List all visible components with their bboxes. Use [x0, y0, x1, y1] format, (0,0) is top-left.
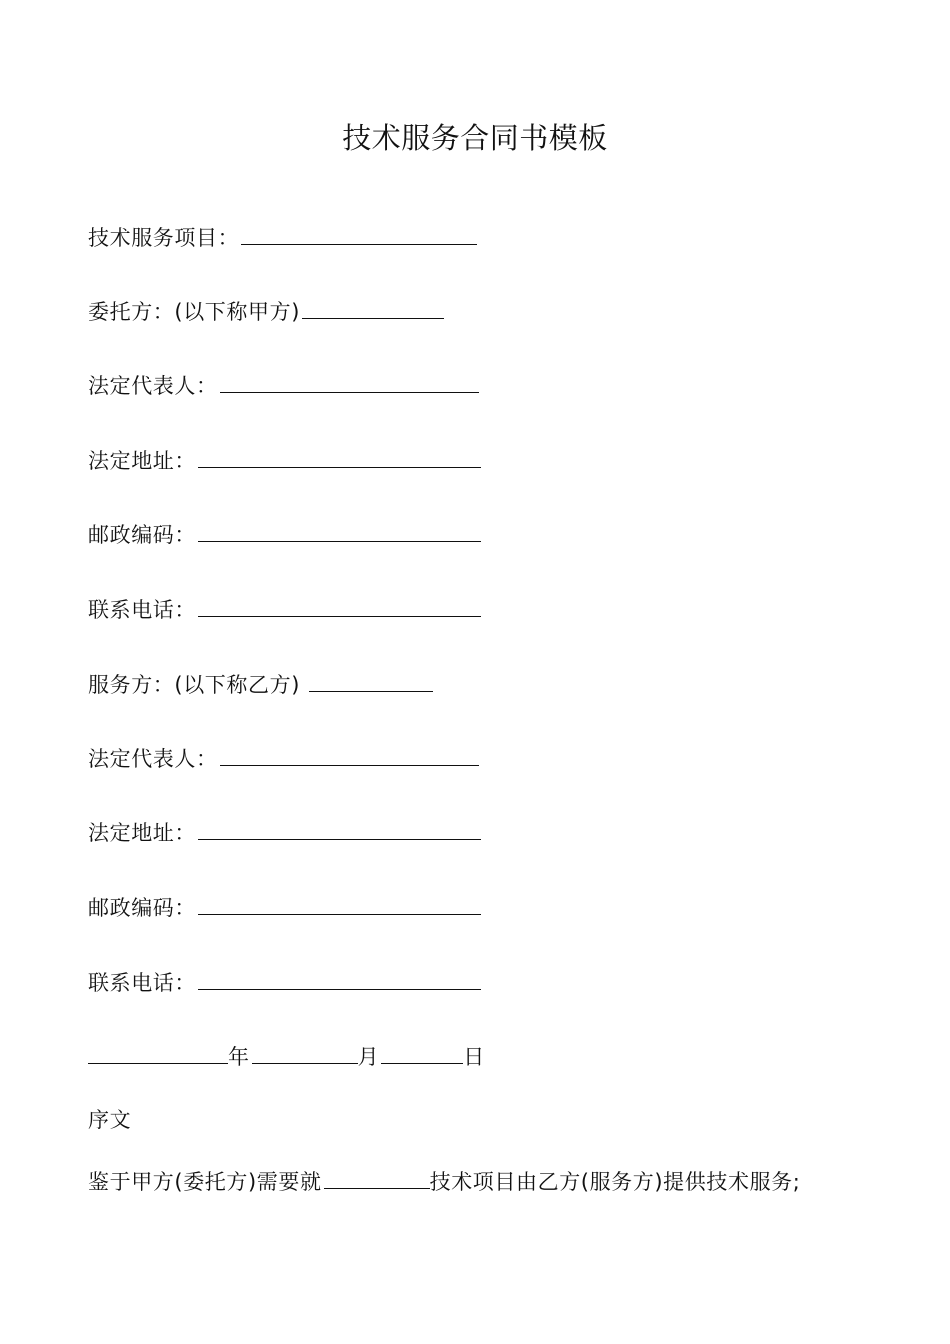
field-client-rep	[88, 370, 479, 401]
field-client-postcode-blank[interactable]	[198, 519, 481, 542]
field-provider-address-blank[interactable]	[198, 817, 481, 840]
field-client-phone-blank[interactable]	[198, 594, 481, 617]
year-blank[interactable]	[88, 1041, 228, 1064]
field-project-label: 技术服务项目：	[88, 226, 240, 250]
field-provider-address	[88, 817, 481, 848]
preface-paragraph	[88, 1166, 800, 1197]
field-provider-postcode	[88, 892, 481, 923]
field-provider-postcode-label: 邮政编码：	[88, 896, 196, 920]
day-label: 日	[463, 1045, 485, 1069]
field-provider-phone	[88, 967, 481, 998]
preface-heading: 序文	[88, 1108, 132, 1132]
field-provider-address-label: 法定地址：	[88, 821, 196, 845]
month-blank[interactable]	[252, 1041, 358, 1064]
field-client-phone-label: 联系电话：	[88, 598, 196, 622]
field-client-postcode	[88, 519, 481, 550]
field-provider-rep-blank[interactable]	[220, 743, 479, 766]
preface-text-end: 技术项目由乙方(服务方)提供技术服务;	[429, 1170, 801, 1194]
field-client-rep-label: 法定代表人：	[88, 374, 218, 398]
field-client	[88, 296, 444, 327]
date-line	[88, 1041, 485, 1072]
field-client-address-blank[interactable]	[198, 445, 481, 468]
day-blank[interactable]	[381, 1041, 463, 1064]
field-client-address	[88, 445, 481, 476]
field-client-blank[interactable]	[302, 296, 444, 319]
field-client-phone	[88, 594, 481, 625]
field-provider-phone-label: 联系电话：	[88, 971, 196, 995]
field-provider-rep-label: 法定代表人：	[88, 747, 218, 771]
preface-text-start: 鉴于甲方(委托方)需要就	[88, 1170, 322, 1194]
field-project	[88, 222, 477, 253]
field-provider-label: 服务方：(以下称乙方)	[88, 673, 308, 697]
field-provider-rep	[88, 743, 479, 774]
field-provider-postcode-blank[interactable]	[198, 892, 481, 915]
preface-project-blank[interactable]	[324, 1166, 430, 1189]
field-client-rep-blank[interactable]	[220, 370, 479, 393]
month-label: 月	[357, 1045, 380, 1069]
field-provider-blank[interactable]	[309, 669, 433, 692]
field-provider	[88, 669, 433, 700]
field-provider-phone-blank[interactable]	[198, 967, 481, 990]
field-client-label: 委托方：(以下称甲方)	[88, 300, 300, 324]
year-label: 年	[228, 1045, 250, 1069]
field-project-blank[interactable]	[241, 222, 477, 245]
field-client-postcode-label: 邮政编码：	[88, 523, 196, 547]
document-title: 技术服务合同书模板	[342, 121, 608, 155]
field-client-address-label: 法定地址：	[88, 449, 196, 473]
